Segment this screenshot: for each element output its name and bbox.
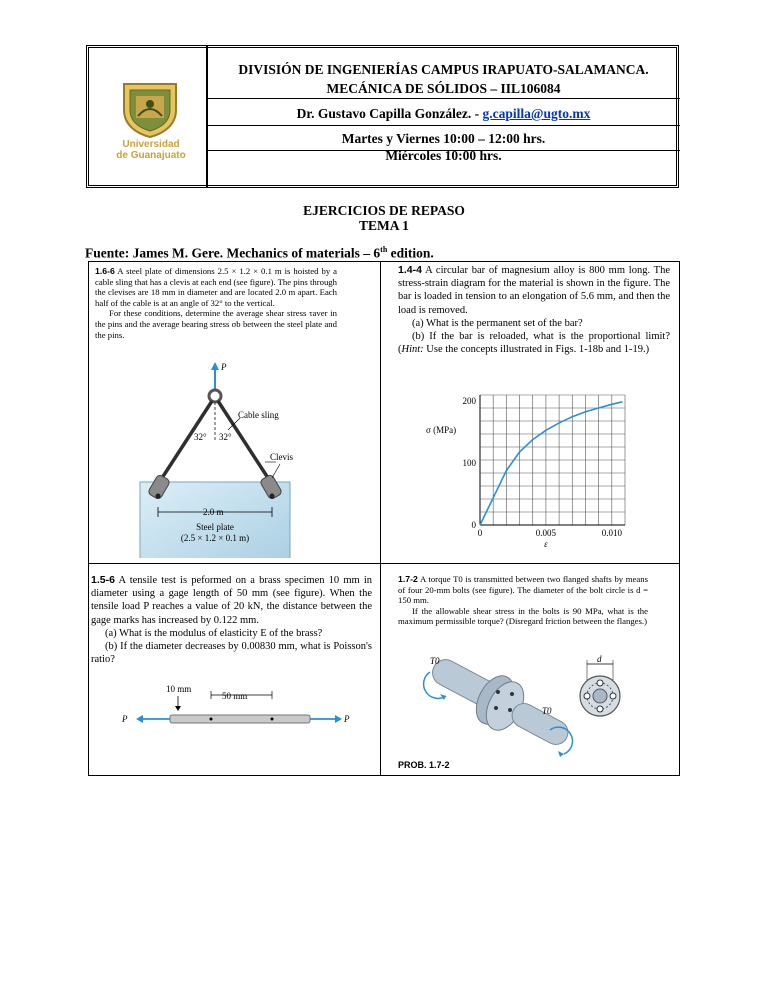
x-tick-label: 0 bbox=[477, 528, 483, 538]
figure-label-P: P bbox=[221, 362, 227, 372]
problem-1-7-2 bbox=[398, 574, 648, 627]
grid-top bbox=[88, 261, 680, 262]
header-rule bbox=[208, 125, 680, 126]
problem-number: 1.5-6 bbox=[91, 574, 115, 586]
page-subtitle: TEMA 1 bbox=[359, 218, 409, 233]
problem-1-4-4 bbox=[398, 264, 670, 356]
tensile-specimen-figure bbox=[112, 682, 362, 732]
problem-number: 1.6-6 bbox=[95, 266, 115, 276]
header-schedule-2: Miércoles 10:00 hrs. bbox=[385, 148, 502, 163]
source-suffix: edition. bbox=[387, 245, 434, 261]
stress-strain-chart bbox=[420, 380, 680, 550]
figure-label-angle-left: 32° bbox=[194, 432, 207, 442]
problem-text-2: For these conditions, determine the average shear stress τaver in the pins and the average bearing stress σb between the steel plate and the pins. bbox=[95, 308, 337, 340]
x-axis-label: ε bbox=[544, 539, 548, 549]
figure-label-P-right: P bbox=[344, 714, 350, 724]
y-tick-label: 100 bbox=[462, 458, 476, 469]
flanged-shaft-figure bbox=[400, 650, 640, 760]
stress-strain-curve bbox=[480, 402, 622, 525]
logo-line-2: de Guanajuato bbox=[116, 150, 186, 161]
figure-label-angle-right: 32° bbox=[219, 432, 232, 442]
problem-question-a: (a) What is the permanent set of the bar? bbox=[412, 317, 583, 329]
university-logo-text bbox=[96, 139, 206, 161]
figure-label-P-left: P bbox=[122, 714, 128, 724]
source-line bbox=[85, 245, 434, 262]
problem-question-b: (b) If the diameter decreases by 0.00830 mm, what is Poisson's ratio? bbox=[91, 641, 372, 666]
header-schedule-1: Martes y Viernes 10:00 – 12:00 hrs. bbox=[341, 131, 546, 146]
grid-bottom bbox=[88, 775, 680, 776]
header-division: DIVISIÓN DE INGENIERÍAS CAMPUS IRAPUATO-SALAMANCA. bbox=[238, 62, 649, 77]
header-rule bbox=[208, 98, 680, 99]
problem-text-2: If the allowable shear stress in the bolts is 90 MPa, what is the maximum permissible torque? (Disregard friction between the flanges.) bbox=[398, 605, 648, 627]
figure-label-diameter: 10 mm bbox=[166, 684, 192, 694]
figure-label-clevis: Clevis bbox=[270, 452, 294, 462]
figure-label-plate: Steel plate bbox=[196, 522, 234, 532]
logo-line-1: Universidad bbox=[122, 139, 180, 150]
problem-1-6-6 bbox=[95, 266, 337, 340]
problem-number: 1.7-2 bbox=[398, 574, 418, 584]
problem-text: A torque T0 is transmitted between two flanged shafts by means of four 20-mm bolts (see figure). The diameter of the bolt circle is d = 150 mm. bbox=[398, 574, 648, 606]
grid-middle bbox=[380, 261, 381, 776]
y-axis-label: σ (MPa) bbox=[426, 425, 457, 436]
problem-text: A steel plate of dimensions 2.5 × 1.2 × 0.1 m is hoisted by a cable sling that has a clevis at each end (see figure). The pins through the clevises are 18 mm in diameter and are located 2.0 m apart. Each half of the cable is at an angle of 32° to the vertical. bbox=[95, 266, 337, 308]
email-link[interactable]: g.capilla@ugto.mx bbox=[482, 106, 591, 121]
grid-middle-row bbox=[88, 563, 680, 564]
figure-label-cable: Cable sling bbox=[238, 410, 279, 420]
problem-question-b-end: Use the concepts illustrated in Figs. 1-18b and 1-19.) bbox=[423, 344, 650, 356]
problem-number: 1.4-4 bbox=[398, 264, 422, 276]
header-course: MECÁNICA DE SÓLIDOS – IIL106084 bbox=[326, 81, 561, 96]
university-shield-icon bbox=[118, 80, 182, 138]
figure-label-plate-dims: (2.5 × 1.2 × 0.1 m) bbox=[180, 533, 250, 543]
steel-plate-figure bbox=[100, 358, 350, 558]
y-tick-label: 200 bbox=[462, 396, 476, 407]
figure-label-span: 2.0 m bbox=[203, 507, 224, 517]
header-professor bbox=[208, 106, 679, 122]
figure-caption: PROB. 1.7-2 bbox=[398, 760, 450, 770]
grid-left bbox=[88, 261, 89, 776]
problem-text: A circular bar of magnesium alloy is 800 mm long. The stress-strain diagram for the material is shown in the figure. The bar is loaded in tension to an elongation of 5.6 mm, and then the load is removed. bbox=[398, 265, 670, 316]
figure-label-d: d bbox=[597, 654, 602, 664]
source-sup: th bbox=[380, 245, 388, 254]
problem-1-5-6 bbox=[91, 574, 372, 666]
page-title: EJERCICIOS DE REPASO bbox=[303, 203, 465, 218]
professor-name: Dr. Gustavo Capilla González. - bbox=[296, 106, 483, 121]
x-tick-label: 0.005 bbox=[535, 528, 557, 538]
problem-text: A tensile test is peformed on a brass specimen 10 mm in diameter using a gage length of 50 mm (see figure). When the tensile load P reaches a value of 20 kN, the distance between the gage marks has increased by 0.122 mm. bbox=[91, 575, 372, 626]
figure-label-torque-b: T0 bbox=[542, 706, 552, 716]
hint-label: Hint: bbox=[401, 344, 424, 356]
figure-label-torque-a: T0 bbox=[430, 656, 440, 666]
problem-question-a: (a) What is the modulus of elasticity E of the brass? bbox=[105, 627, 323, 639]
y-tick-label: 0 bbox=[471, 520, 476, 530]
x-tick-label: 0.010 bbox=[601, 528, 622, 538]
problem-question-b: (b) If the bar is reloaded, what is the proportional limit? ( bbox=[398, 331, 670, 356]
source-text: Fuente: James M. Gere. Mechanics of materials – 6 bbox=[85, 245, 381, 261]
figure-label-gage: 50 mm bbox=[222, 691, 248, 701]
